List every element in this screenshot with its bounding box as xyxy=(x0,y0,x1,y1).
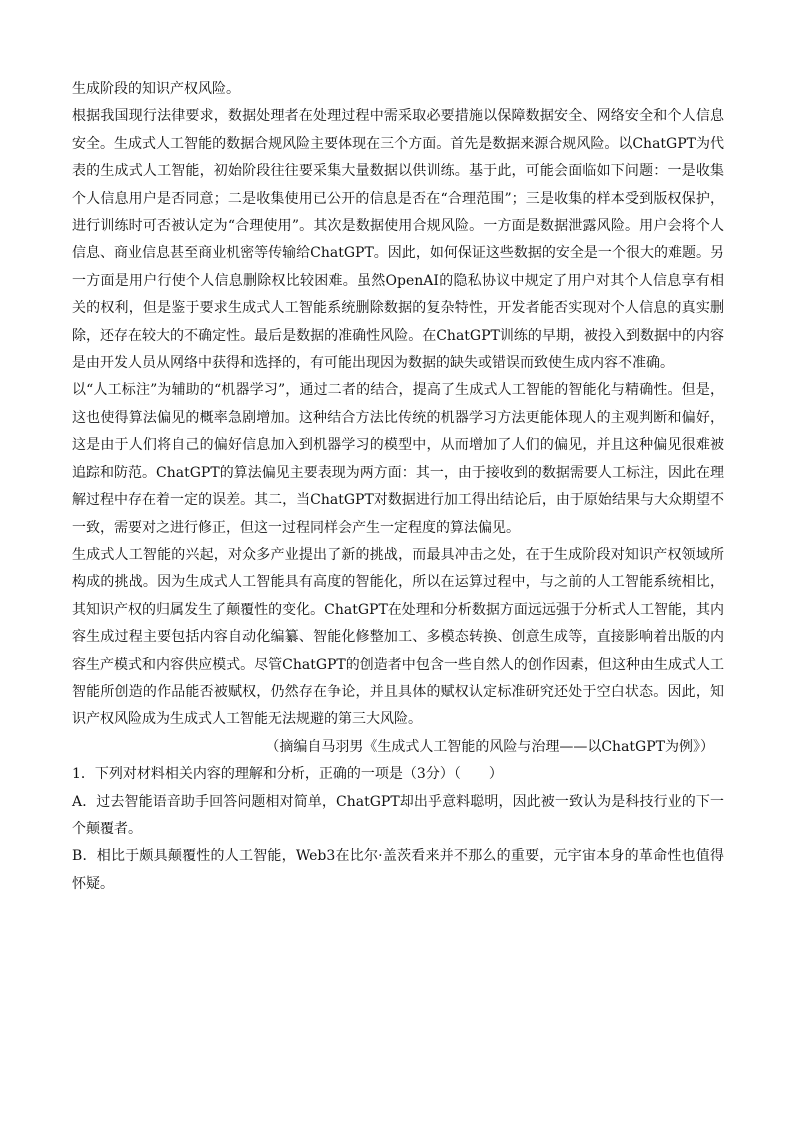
source-citation: （摘编自马羽男《生成式人工智能的风险与治理——以ChatGPT为例》） xyxy=(265,738,714,755)
paragraph-3: 以“人工标注”为辅助的“机器学习”，通过二者的结合，提高了生成式人工智能的智能化与精确性。但是，这也使得算法偏见的概率急剧增加。这种结合方法比传统的机器学习方法更能体现人的主观判断和偏好，这是由于人们将自己的偏好信息加入到机器学习的模型中，从而增加了人们的偏见，并且这种偏见很难被追踪和防范。ChatGPT的算法偏见主要表现为两方面：其一，由于接收到的数据需要人工标注，因此在理解过程中存在着一定的误差。其二，当ChatGPT对数据进行加工得出结论后，由于原始结果与大众期望不一致，需要对之进行修正，但这一过程同样会产生一定程度的算法偏见。 xyxy=(72,382,724,536)
question-option-b: B．相比于颇具颠覆性的人工智能，Web3在比尔·盖茨看来并不那么的重要，元宇宙本身的革命性也值得怀疑。 xyxy=(72,848,724,892)
paragraph-4: 生成式人工智能的兴起，对众多产业提出了新的挑战，而最具冲击之处，在于生成阶段对知识产权领域所构成的挑战。因为生成式人工智能具有高度的智能化，所以在运算过程中，与之前的人工智能系统相比，其知识产权的归属发生了颠覆性的变化。ChatGPT在处理和分析数据方面远远强于分析式人工智能，其内容生成过程主要包括内容自动化编纂、智能化修整加工、多模态转换、创意生成等，直接影响着出版的内容生产模式和内容供应模式。尽管ChatGPT的创造者中包含一些自然人的创作因素，但这种由生成式人工智能所创造的作品能否被赋权，仍然存在争论，并且具体的赋权认定标准研究还处于空白状态。因此，知识产权风险成为生成式人工智能无法规避的第三大风险。 xyxy=(72,546,724,728)
paragraph-1: 生成阶段的知识产权风险。 xyxy=(72,81,240,97)
question-stem: 1．下列对材料相关内容的理解和分析，正确的一项是（3分）（ ） xyxy=(72,766,503,783)
paragraph-2: 根据我国现行法律要求，数据处理者在处理过程中需采取必要措施以保障数据安全、网络安全和个人信息安全。生成式人工智能的数据合规风险主要体现在三个方面。首先是数据来源合规风险。以ChatGPT为代表的生成式人工智能，初始阶段往往要采集大量数据以供训练。基于此，可能会面临如下问题：一是收集个人信息用户是否同意；二是收集使用已公开的信息是否在“合理范围”；三是收集的样本受到版权保护，进行训练时可否被认定为“合理使用”。其次是数据使用合规风险。一方面是数据泄露风险。用户会将个人信息、商业信息甚至商业机密等传输给ChatGPT。因此，如何保证这些数据的安全是一个很大的难题。另一方面是用户行使个人信息删除权比较困难。虽然OpenAI的隐私协议中规定了用户对其个人信息享有相关的权利，但是鉴于要求生成式人工智能系统删除数据的复杂特性，开发者能否实现对个人信息的真实删除，还存在较大的不确定性。最后是数据的准确性风险。在ChatGPT训练的早期，被投入到数据中的内容是由开发人员从网络中获得和选择的，有可能出现因为数据的缺失或错误而致使生成内容不准确。 xyxy=(72,108,724,372)
document-page xyxy=(72,76,724,898)
question-option-a: A．过去智能语音助手回答问题相对简单，ChatGPT却出乎意料聪明，因此被一致认为是科技行业的下一个颠覆者。 xyxy=(72,793,724,837)
